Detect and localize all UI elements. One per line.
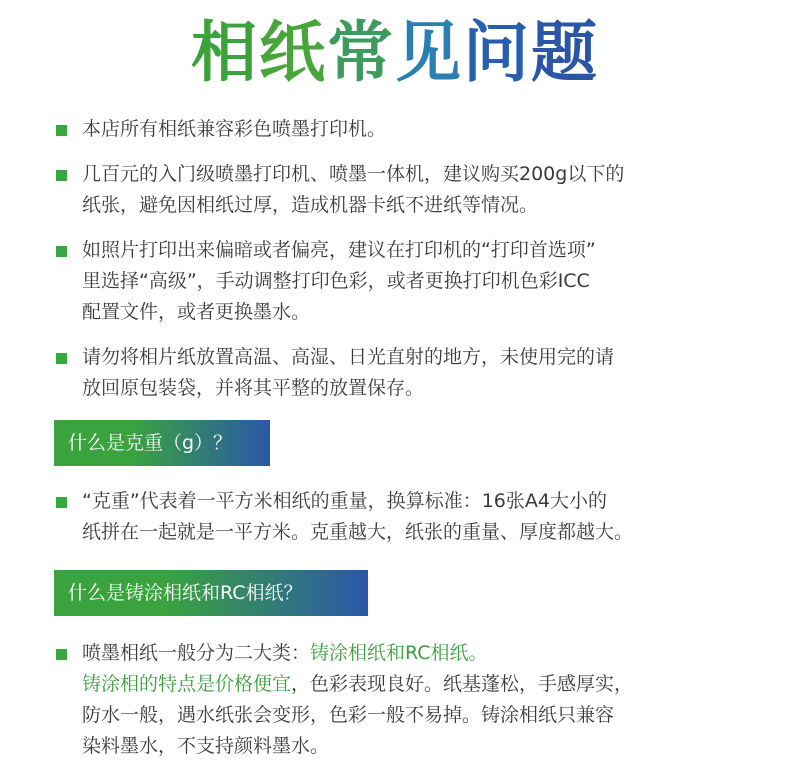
list-item xyxy=(0,159,790,221)
list-item xyxy=(0,638,790,762)
title-char: 题 xyxy=(531,14,599,91)
item-text-line xyxy=(82,669,772,700)
item-text: 几百元的入门级喷墨打印机、喷墨一体机，建议购买200g以下的 xyxy=(82,163,625,185)
item-text: 纸拼在一起就是一平方米。克重越大，纸张的重量、厚度都越大。 xyxy=(82,521,634,543)
square-bullet-icon xyxy=(56,125,67,136)
item-text: 放回原包装袋，并将其平整的放置保存。 xyxy=(82,377,425,399)
square-bullet-icon xyxy=(56,246,67,257)
item-text: 里选择“高级”，手动调整打印色彩，或者更换打印机色彩ICC xyxy=(82,270,590,292)
title-char: 常 xyxy=(327,14,395,91)
section-heading-paper-types: 什么是铸涂相纸和RC相纸？ xyxy=(54,570,368,616)
highlight-text: 铸涂相的特点是价格便宜 xyxy=(82,673,292,695)
item-text: 本店所有相纸兼容彩色喷墨打印机。 xyxy=(82,118,387,140)
plain-text: ，色彩表现良好。纸基蓬松，手感厚实， xyxy=(291,673,634,695)
item-text: 染料墨水，不支持颜料墨水。 xyxy=(82,735,330,757)
list-item xyxy=(0,114,790,145)
paper-types-section xyxy=(0,638,790,762)
square-bullet-icon xyxy=(56,649,67,660)
gram-weight-section xyxy=(0,486,790,548)
list-item xyxy=(0,486,790,548)
square-bullet-icon xyxy=(56,170,67,181)
page-title xyxy=(0,10,790,96)
list-item xyxy=(0,235,790,328)
item-text: 请勿将相片纸放置高温、高湿、日光直射的地方，未使用完的请 xyxy=(82,346,615,368)
item-text: 纸张，避免因相纸过厚，造成机器卡纸不进纸等情况。 xyxy=(82,194,539,216)
item-text: 配置文件，或者更换墨水。 xyxy=(82,301,311,323)
item-text: “克重”代表着一平方米相纸的重量，换算标准：16张A4大小的 xyxy=(82,490,607,512)
highlight-text: 铸涂相纸和RC相纸。 xyxy=(310,642,488,664)
plain-text: 喷墨相纸一般分为二大类： xyxy=(82,642,311,664)
section-heading-gram-weight: 什么是克重（g）？ xyxy=(54,420,270,466)
title-char: 纸 xyxy=(259,14,327,91)
item-text: 如照片打印出来偏暗或者偏亮，建议在打印机的“打印首选项” xyxy=(82,239,596,261)
title-char: 见 xyxy=(395,14,463,91)
title-char: 相 xyxy=(191,14,259,91)
item-text: 防水一般，遇水纸张会变形，色彩一般不易掉。铸涂相纸只兼容 xyxy=(82,704,615,726)
square-bullet-icon xyxy=(56,353,67,364)
item-text-line xyxy=(82,638,772,669)
faq-list xyxy=(0,114,790,404)
list-item xyxy=(0,342,790,404)
title-char: 问 xyxy=(463,14,531,91)
square-bullet-icon xyxy=(56,497,67,508)
